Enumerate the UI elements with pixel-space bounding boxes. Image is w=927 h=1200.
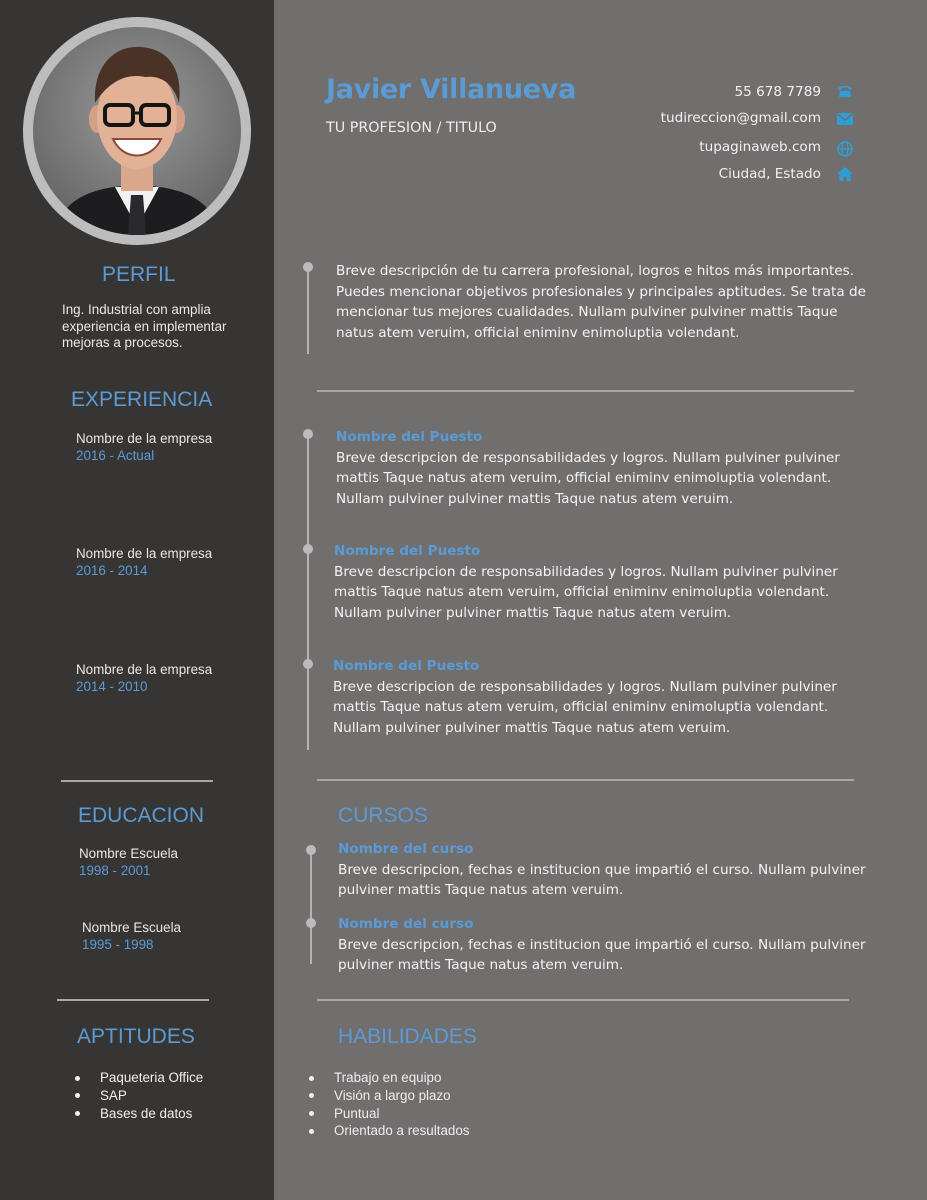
school-name: Nombre Escuela [82, 920, 181, 935]
school-name: Nombre Escuela [79, 846, 178, 861]
sidebar [0, 0, 274, 1200]
list-item [334, 1069, 469, 1087]
sidebar-divider [57, 999, 209, 1001]
home-icon [836, 165, 854, 183]
job-line: Nullam pulviner pulviner mattis Taque natus atem veruim. [336, 490, 734, 507]
perfil-line: experiencia en implementar [62, 318, 227, 334]
job-line: Nullam pulviner pulviner mattis Taque natus atem veruim. [333, 719, 731, 736]
job-line: Breve descripcion de responsabilidades y logros. Nullam pulviner pulviner [336, 449, 840, 466]
experiencia-heading: EXPERIENCIA [71, 388, 213, 411]
summary-line: natus atem veruim, official eniminv enimoluptia volendant. [336, 324, 740, 341]
school-dates: 1998 - 2001 [79, 862, 151, 878]
job-line: Breve descripcion de responsabilidades y logros. Nullam pulviner pulviner [334, 563, 838, 580]
course-line: pulviner mattis Taque natus atem veruim. [338, 957, 624, 974]
timeline-dot [303, 544, 313, 554]
list-item [100, 1087, 203, 1105]
job-line: mattis Taque natus atem veruim, official eniminv enimoluptia volendant. [333, 699, 829, 716]
job-line: Nullam pulviner pulviner mattis Taque natus atem veruim. [334, 604, 732, 621]
summary-line: Breve descripción de tu carrera profesional, logros e hitos más importantes. [336, 263, 855, 279]
candidate-name: Javier Villanueva [326, 74, 577, 105]
contact-phone: 55 678 7789 [734, 84, 821, 100]
timeline-dot [303, 429, 313, 439]
summary-text [336, 261, 866, 343]
course-entry [338, 914, 866, 976]
perfil-text [62, 302, 227, 352]
company-name: Nombre de la empresa [76, 431, 213, 446]
educacion-heading: EDUCACION [78, 804, 205, 827]
company-dates: 2016 - 2014 [76, 562, 148, 578]
profile-photo [23, 17, 251, 245]
list-item [334, 1105, 469, 1123]
perfil-line: Ing. Industrial con amplia [62, 302, 211, 317]
course-line: pulviner mattis Taque natus atem veruim. [338, 882, 624, 899]
education-block [79, 846, 178, 879]
job-entry [336, 427, 840, 509]
candidate-title: TU PROFESION / TITULO [326, 120, 497, 136]
timeline-dot [306, 918, 316, 928]
education-block [82, 920, 181, 953]
avatar [33, 27, 241, 235]
aptitudes-heading: APTITUDES [77, 1025, 195, 1048]
course-entry [338, 839, 866, 901]
section-divider [317, 390, 854, 392]
job-line: Breve descripcion de responsabilidades y logros. Nullam pulviner pulviner [333, 678, 837, 695]
habilidades-heading: HABILIDADES [338, 1025, 477, 1048]
skill-text: Visión a largo plazo [334, 1087, 451, 1103]
job-entry [334, 541, 838, 623]
habilidades-list [334, 1069, 469, 1140]
job-title: Nombre del Puesto [336, 429, 483, 445]
skill-text: Puntual [334, 1105, 380, 1121]
phone-icon [836, 82, 854, 100]
school-dates: 1995 - 1998 [82, 936, 154, 952]
experience-company-block [76, 431, 212, 464]
aptitude-text: SAP [100, 1087, 127, 1103]
company-name: Nombre de la empresa [76, 662, 213, 677]
course-name: Nombre del curso [338, 841, 474, 857]
course-line: Breve descripcion, fechas e institucion que impartió el curso. Nullam pulviner [338, 936, 866, 953]
timeline-dot [303, 659, 313, 669]
sidebar-divider [61, 780, 213, 782]
company-dates: 2014 - 2010 [76, 678, 148, 694]
job-title: Nombre del Puesto [334, 543, 481, 559]
list-item [100, 1105, 203, 1123]
cursos-heading: CURSOS [338, 804, 428, 827]
summary-line: Puedes mencionar objetivos profesionales y principales aptitudes. Se trata de [336, 283, 866, 300]
job-title: Nombre del Puesto [333, 658, 480, 674]
contact-website[interactable]: tupaginaweb.com [699, 139, 821, 155]
course-line: Breve descripcion, fechas e institucion que impartió el curso. Nullam pulviner [338, 861, 866, 878]
timeline-dot [306, 845, 316, 855]
skill-text: Orientado a resultados [334, 1123, 470, 1139]
timeline-line [310, 850, 312, 964]
section-divider [317, 999, 849, 1001]
contact-location: Ciudad, Estado [718, 166, 821, 182]
section-divider [317, 779, 854, 781]
experience-company-block [76, 662, 212, 695]
course-name: Nombre del curso [338, 916, 474, 932]
job-entry [333, 656, 837, 738]
list-item [334, 1087, 469, 1105]
skill-text: Trabajo en equipo [334, 1070, 442, 1085]
experience-company-block [76, 546, 212, 579]
list-item [334, 1122, 469, 1140]
aptitudes-list [100, 1069, 203, 1122]
contact-email[interactable]: tudireccion@gmail.com [660, 110, 821, 126]
job-line: mattis Taque natus atem veruim, official eniminv enimoluptia volendant. [334, 584, 830, 601]
list-item [100, 1069, 203, 1087]
envelope-icon [836, 110, 854, 128]
aptitude-text: Paqueteria Office [100, 1070, 204, 1085]
timeline-line [307, 434, 309, 750]
company-dates: 2016 - Actual [76, 447, 155, 463]
globe-icon [836, 140, 854, 158]
timeline-line [307, 268, 309, 354]
aptitude-text: Bases de datos [100, 1105, 193, 1121]
perfil-line: mejoras a procesos. [62, 335, 183, 350]
company-name: Nombre de la empresa [76, 546, 213, 561]
perfil-heading: PERFIL [102, 263, 176, 286]
summary-line: mencionar tus mejores cualidades. Nullam pulviner pulviner mattis Taque [336, 304, 838, 321]
job-line: mattis Taque natus atem veruim, official eniminv enimoluptia volendant. [336, 470, 832, 487]
timeline-dot [303, 262, 313, 272]
